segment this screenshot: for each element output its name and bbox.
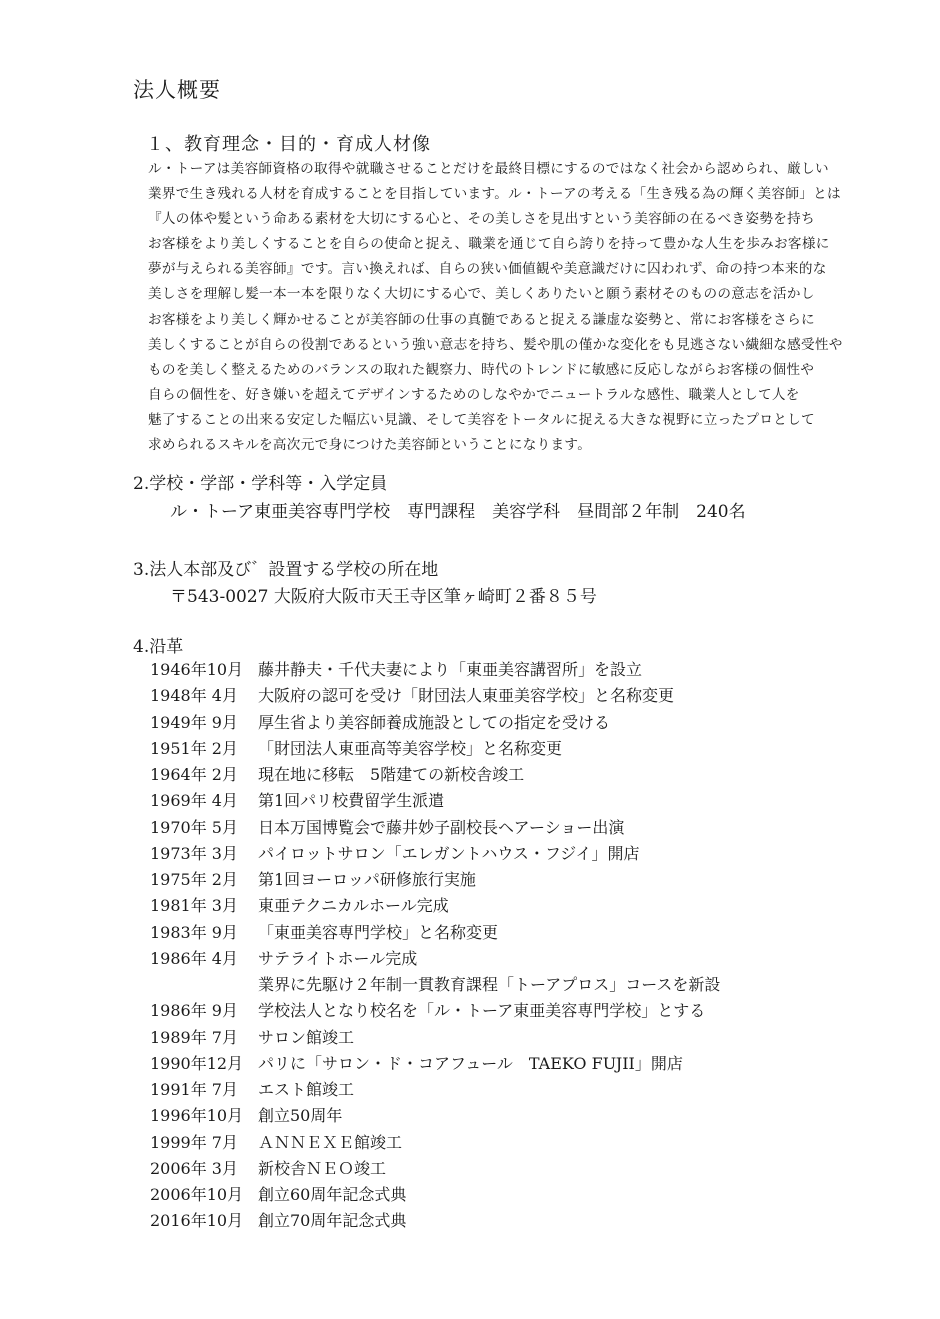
history-event: ＡＮＮＥＸＥ館竣工: [258, 1132, 403, 1152]
history-event: 「東亜美容専門学校」と名称変更: [258, 922, 499, 942]
history-date: 1973年 3月: [150, 843, 238, 863]
paragraph-line: 業界で生き残れる人材を育成することを目指しています。ル・トーアの考える「生き残る為の輝く美容師」とは: [148, 186, 841, 203]
history-date: 1964年 2月: [150, 765, 238, 784]
history-date: 1948年 4月: [150, 686, 238, 706]
history-date: 1981年 3月: [150, 896, 238, 916]
paragraph-line: 美しさを理解し髪一本一本を限りなく大切にする心で、美しくありたいと願う素材そのものの意志を活かし: [148, 286, 815, 303]
history-row: [150, 1025, 355, 1051]
history-row: [150, 1103, 343, 1129]
history-row: [150, 815, 625, 841]
history-row: [150, 920, 499, 946]
section-heading-school: 2.学校・学部・学科等・入学定員: [133, 474, 388, 494]
history-date: 1975年 2月: [150, 870, 238, 889]
history-event: 藤井静夫・千代夫妻により「東亜美容講習所」を設立: [258, 660, 643, 679]
history-list: [150, 657, 721, 1235]
history-date: 1946年10月: [150, 660, 244, 679]
history-event: 「財団法人東亜高等美容学校」と名称変更: [258, 738, 563, 758]
history-event: パリに「サロン・ド・コアフュール TAEKO FUJII」開店: [258, 1053, 683, 1073]
history-event: エスト館竣工: [258, 1080, 355, 1099]
history-date: 1989年 7月: [150, 1027, 238, 1047]
history-row: [150, 683, 675, 709]
history-event: 東亜テクニカルホール完成: [258, 896, 449, 916]
history-row: [150, 762, 525, 788]
section-heading-philosophy: １、教育理念・目的・育成人材像: [146, 134, 431, 155]
history-row: [150, 1208, 407, 1234]
history-date: 1951年 2月: [150, 738, 238, 758]
history-row: [150, 788, 445, 814]
history-date: 1991年 7月: [150, 1080, 238, 1099]
history-date: 1983年 9月: [150, 922, 238, 942]
history-row: [150, 998, 706, 1024]
history-row: [150, 710, 611, 736]
history-event: 創立50周年: [258, 1106, 343, 1126]
history-event: 学校法人となり校名を「ル・トーア東亜美容専門学校」とする: [258, 1001, 706, 1021]
paragraph-line: お客様をより美しく輝かせることが美容師の仕事の真髄であると捉える謙虚な姿勢と、常にお客様をさらに: [148, 311, 815, 328]
history-row: [150, 1182, 407, 1208]
history-date: 2006年 3月: [150, 1158, 238, 1178]
history-date: 2006年10月: [150, 1185, 244, 1204]
paragraph-line: ものを美しく整えるためのバランスの取れた観察力、時代のトレンドに敏感に反応しながらお客様の個性や: [148, 361, 815, 378]
history-date: 1986年 4月: [150, 948, 238, 968]
history-row: [150, 841, 640, 867]
paragraph-line: 夢が与えられる美容師』です。言い換えれば、自らの狭い価値観や美意識だけに囚われず、命の持つ本来的な: [148, 261, 827, 278]
address-text: 〒543-0027 大阪府大阪市天王寺区筆ヶ崎町２番８５号: [170, 587, 597, 607]
history-row: [150, 946, 418, 972]
history-event: 厚生省より美容師養成施設としての指定を受ける: [258, 712, 611, 732]
history-event: パイロットサロン「エレガントハウス・フジイ」開店: [258, 843, 640, 863]
history-row: [150, 1051, 683, 1077]
history-date: 1990年12月: [150, 1053, 244, 1073]
history-date: 1970年 5月: [150, 817, 238, 837]
history-event: 第1回ヨーロッパ研修旅行実施: [258, 870, 476, 889]
history-date: 1999年 7月: [150, 1132, 238, 1152]
history-date: 1986年 9月: [150, 1001, 238, 1021]
paragraph-line: 求められるスキルを高次元で身につけた美容師ということになります。: [148, 437, 592, 454]
history-row: [150, 1077, 355, 1103]
history-event: 現在地に移転 5階建ての新校舎竣工: [258, 765, 525, 784]
history-event: 創立70周年記念式典: [258, 1211, 407, 1231]
school-capacity-text: ル・トーア東亜美容専門学校 専門課程 美容学科 昼間部２年制 240名: [170, 502, 746, 522]
history-row: [150, 1156, 387, 1182]
history-event: 創立60周年記念式典: [258, 1185, 407, 1204]
history-date: 1969年 4月: [150, 791, 238, 811]
paragraph-line: 自らの個性を、好き嫌いを超えてデザインするためのしなやかでニュートラルな感性、職業人として人を: [148, 386, 800, 403]
paragraph-line: ル・トーアは美容師資格の取得や就職させることだけを最終目標にするのではなく社会から認められ、厳しい: [148, 161, 829, 177]
paragraph-line: 『人の体や髪という命ある素材を大切にする心と、その美しさを見出すという美容師の在るべき姿勢を持ち: [148, 211, 815, 228]
philosophy-paragraph: [148, 157, 843, 458]
history-event: 新校舎ＮＥＯ竣工: [258, 1158, 387, 1178]
history-date: 2016年10月: [150, 1211, 244, 1231]
history-row: [150, 657, 643, 683]
history-row: [150, 736, 563, 762]
history-event: 大阪府の認可を受け「財団法人東亜美容学校」と名称変更: [258, 686, 675, 706]
history-event: 日本万国博覧会で藤井妙子副校長ヘアーショー出演: [258, 817, 625, 837]
history-event: サテライトホール完成: [258, 948, 418, 968]
section-heading-address: 3.法人本部及び゛設置する学校の所在地: [133, 560, 439, 580]
history-event: 業界に先駆け２年制一貫教育課程「トーアプロス」コースを新設: [258, 975, 721, 994]
paragraph-line: お客様をより美しくすることを自らの使命と捉え、職業を通じて自ら誇りを持って豊かな人生を歩みお客様に: [148, 236, 830, 253]
history-row: [150, 893, 449, 919]
history-event: サロン館竣工: [258, 1027, 355, 1047]
page-title: 法人概要: [133, 78, 221, 102]
history-event: 第1回パリ校費留学生派遣: [258, 791, 445, 811]
history-row: [150, 1130, 403, 1156]
history-date: 1996年10月: [150, 1106, 244, 1126]
paragraph-line: 魅了することの出来る安定した幅広い見識、そして美容をトータルに捉える大きな視野に立ったプロとして: [148, 411, 815, 428]
history-row: [150, 867, 476, 893]
paragraph-line: 美しくすることが自らの役割であるという強い意志を持ち、髪や肌の僅かな変化をも見逃さない繊細な感受性や: [148, 336, 843, 353]
history-date: 1949年 9月: [150, 712, 238, 732]
section-heading-history: 4.沿革: [133, 637, 184, 657]
history-row: [150, 972, 721, 998]
